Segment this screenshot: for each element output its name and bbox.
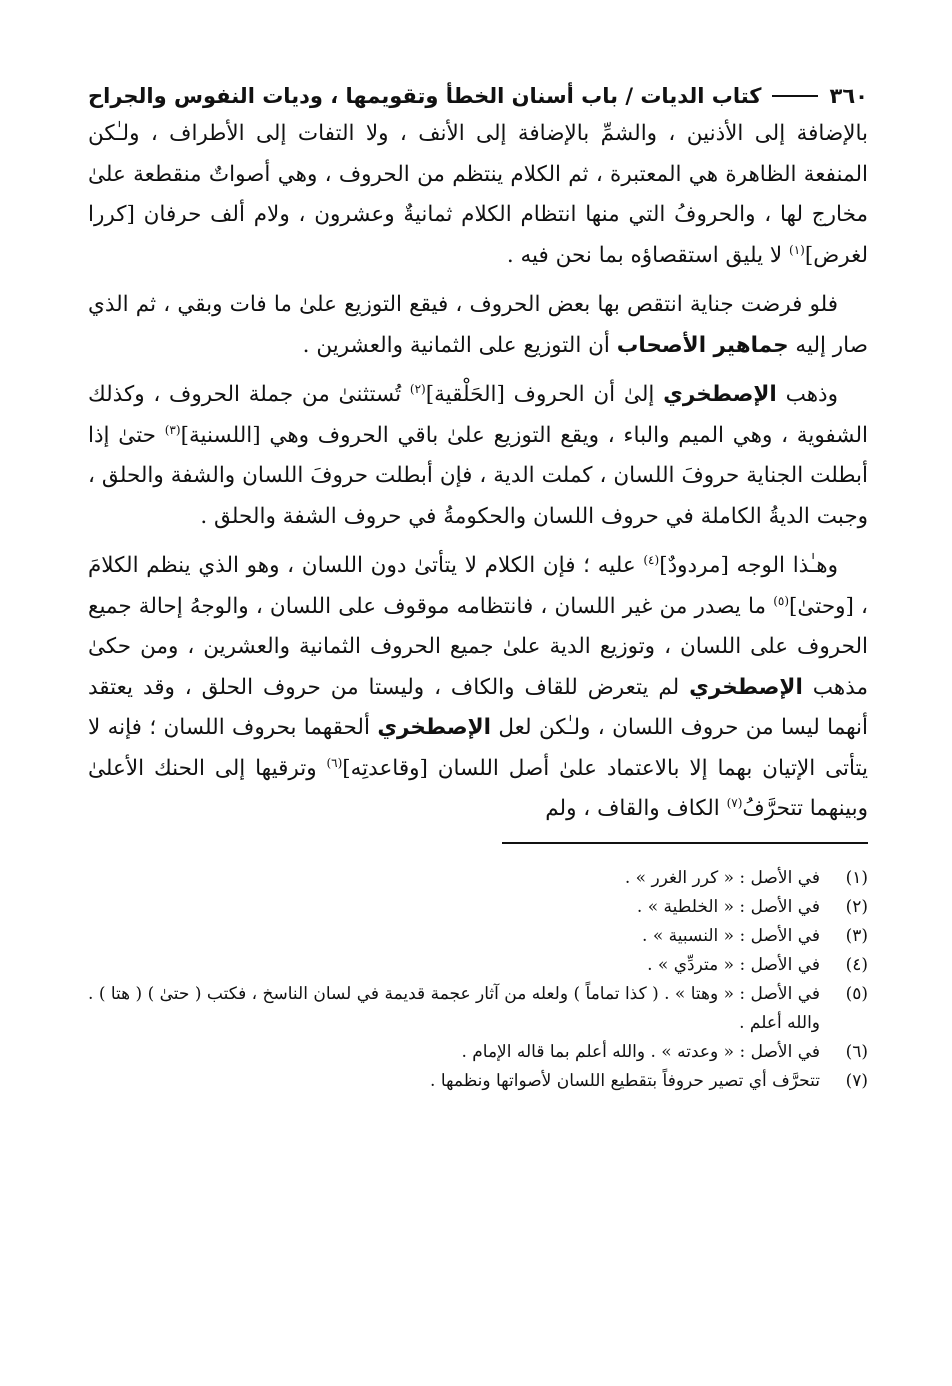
paragraph-2 xyxy=(88,285,868,366)
book-page xyxy=(88,78,868,1096)
p2-bold-term: جماهير الأصحاب xyxy=(616,332,789,358)
footnote-ref-5: (٥) xyxy=(773,593,790,608)
p2-text-b: أن التوزيع على الثمانية والعشرين . xyxy=(302,332,617,358)
footnote-text: في الأصل : « متردِّي » . xyxy=(647,954,820,975)
footnote xyxy=(88,893,868,922)
footnote-number: (١) xyxy=(845,867,868,888)
footnote xyxy=(88,1067,868,1096)
footnote-text: تتحرَّف أي تصير حروفاً بتقطيع اللسان لأصواتها ونظمها . xyxy=(430,1070,820,1091)
footnote-text: في الأصل : « وهتا » . ( كذا تماماً ) ولعله من آثار عجمة قديمة في لسان الناسخ ، فكتب ( حتىٰ ) ( هتا ) . والله أعلم . xyxy=(88,983,820,1033)
p3-text-b: إلىٰ أن الحروف [الحَلْقية] xyxy=(425,382,664,407)
footnote-number: (٧) xyxy=(845,1070,868,1091)
footnote-text: في الأصل : « وعدته » . والله أعلم بما قاله الإمام . xyxy=(461,1041,820,1062)
p3-text-c: تُستثنىٰ من جملة الحروف ، وكذلك الشفوية ، وهي الميم والباء ، ويقع التوزيع علىٰ باقي الحروف وهي [اللسنية] xyxy=(88,382,869,448)
footnotes xyxy=(88,864,868,1096)
p3-text-d: حتىٰ إذا أبطلت الجناية حروفَ اللسان ، كملت الدية ، فإن أبطلت حروفَ اللسان والشفة والحلق ، وجبت الديةُ الكاملة في حروف اللسان والحكومةُ في حروف الشفة والحلق . xyxy=(88,422,868,529)
footnote-ref-7: (٧) xyxy=(726,795,743,810)
paragraph-1 xyxy=(88,114,868,276)
footnote-text: في الأصل : « النسبية » . xyxy=(642,925,820,946)
footnote xyxy=(88,864,868,893)
footnote-ref-6: (٦) xyxy=(326,755,343,770)
running-header xyxy=(88,78,868,114)
footnote xyxy=(88,1038,868,1067)
p2-text-a: فلو فرضت جناية انتقص بها بعض الحروف ، فيقع التوزيع علىٰ ما فات وبقي ، ثم الذي صار إليه xyxy=(88,292,868,358)
footnote-text: في الأصل : « الخلطية » . xyxy=(636,896,820,917)
p4-bold-name-2: الإصطخري xyxy=(377,715,492,740)
footnote xyxy=(88,951,868,980)
footnote-ref-2: (٢) xyxy=(409,381,426,396)
header-rule xyxy=(772,95,818,97)
p3-bold-name: الإصطخري xyxy=(663,382,777,407)
footnote-number: (٦) xyxy=(845,1041,868,1062)
footnote-ref-3: (٣) xyxy=(164,422,181,437)
p4-text-b: عليه ؛ فإن الكلام لا يتأتىٰ دون اللسان ، وهو الذي ينظم الكلامَ ، [وحتىٰ] xyxy=(88,553,868,619)
p3-text-a: وذهب xyxy=(776,382,838,407)
footnote-number: (٢) xyxy=(845,896,868,917)
p4-text-c: ما يصدر من غير اللسان ، فانتظامه موقوف على اللسان ، والوجهُ إحالة جميع الحروف على اللسان ، وتوزيع الدية علىٰ جميع الحروف الثمانية والعشرين ، ومن حكىٰ مذهب xyxy=(88,593,868,700)
p4-text-d: لم يتعرض للقاف والكاف ، وليستا من حروف الحلق ، وقد يعتقد أنهما ليسا من حروف اللسان ، ولـٰكن لعل xyxy=(88,674,868,740)
paragraph-3 xyxy=(88,375,868,537)
footnote-number: (٣) xyxy=(845,925,868,946)
footnote xyxy=(88,922,868,951)
footnote-number: (٥) xyxy=(845,983,868,1004)
p4-bold-name-1: الإصطخري xyxy=(689,674,803,700)
footnote-separator xyxy=(502,842,868,844)
footnote-ref-4: (٤) xyxy=(643,552,660,567)
p4-text-f: وترقيها إلى الحنك الأعلىٰ وبينهما تتحرَّفُ xyxy=(88,755,868,821)
page-number: ٣٦٠ xyxy=(829,84,868,108)
p4-text-e: ألحقهما بحروف اللسان ؛ فإنه لا يتأتى الإتيان بهما إلا بالاعتماد علىٰ أصل اللسان [وقاعدتِه] xyxy=(88,715,868,781)
footnote xyxy=(88,980,868,1038)
p1-text-b: لا يليق استقصاؤه بما نحن فيه . xyxy=(506,242,789,268)
p4-text-g: الكاف والقاف ، ولم xyxy=(545,796,727,821)
footnote-ref-1: (١) xyxy=(789,242,805,257)
header-title: كتاب الديات / باب أسنان الخطأ وتقويمها ، وديات النفوس والجراح xyxy=(88,84,762,108)
p1-text-a: بالإضافة إلى الأذنين ، والشمِّ بالإضافة إلى الأنف ، ولا التفات إلى الأطراف ، ولـٰكن المنفعة الظاهرة هي المعتبرة ، ثم الكلام ينتظم من الحروف ، وهي أصواتٌ منقطعة علىٰ مخارج لها ، والحروفُ التي منها انتظام الكلام ثمانيةٌ وعشرون ، ولام ألف حرفان [كررا لغرض] xyxy=(88,121,868,268)
footnote-text: في الأصل : « كرر الغرر » . xyxy=(624,867,820,888)
footnote-number: (٤) xyxy=(845,954,868,975)
paragraph-4 xyxy=(88,546,868,830)
p4-text-a: وهـٰذا الوجه [مردودٌ] xyxy=(659,553,838,578)
